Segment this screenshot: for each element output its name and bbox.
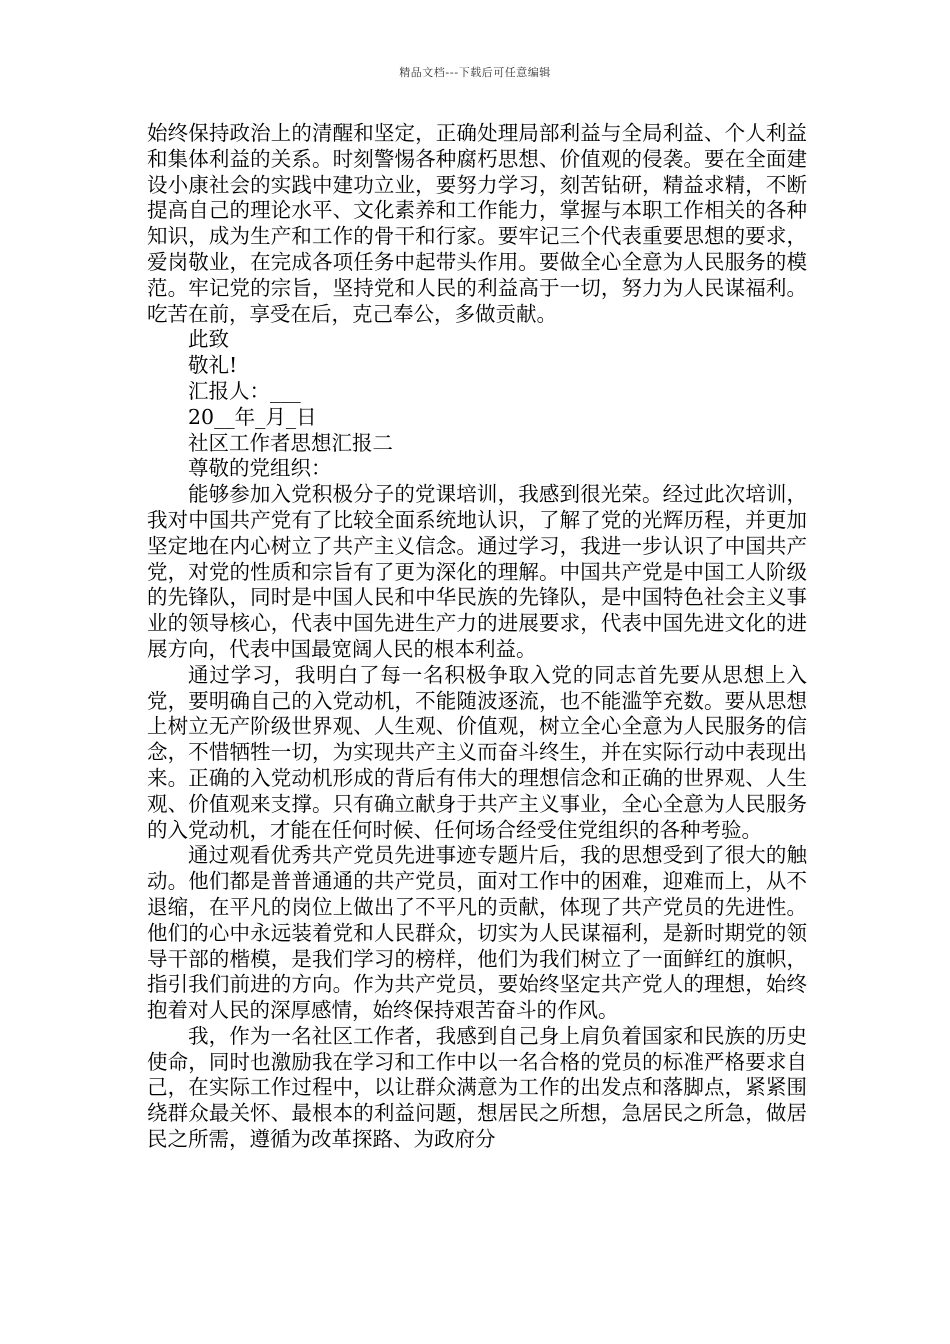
- closing-jingli: 敬礼!: [188, 353, 238, 378]
- paragraph-4: 我，作为一名社区工作者，我感到自己身上肩负着国家和民族的历史使命，同时也激励我在学习和工作中以一名合格的党员的标准严格要求自己，在实际工作过程中，以让群众满意为工作的出发点和落脚点，紧紧围绕群众最关怀、最根本的利益问题，想居民之所想，急居民之所急，做居民之所需，遵循为改革探路、为政府分: [147, 1023, 807, 1152]
- salutation: 尊敬的党组织：: [188, 456, 332, 481]
- date-line: 20__年_月_日: [188, 404, 317, 429]
- paragraph-continuation: 始终保持政治上的清醒和坚定，正确处理局部利益与全局利益、个人利益和集体利益的关系。时刻警惕各种腐朽思想、价值观的侵袭。要在全面建设小康社会的实践中建功立业，要努力学习，刻苦钻研，精益求精，不断提高自己的理论水平、文化素养和工作能力，掌握与本职工作相关的各种知识，成为生产和工作的骨干和行家。要牢记三个代表重要思想的要求，爱岗敬业，在完成各项任务中起带头作用。要做全心全意为人民服务的模范。牢记党的宗旨，坚持党和人民的利益高于一切，努力为人民谋福利。吃苦在前，享受在后，克己奉公，多做贡献。: [147, 121, 807, 326]
- document-body: [147, 121, 807, 1153]
- reporter-line: 汇报人：___: [188, 378, 301, 403]
- closing-cizhi: 此致: [188, 327, 229, 352]
- page-header: 精品文档---下载后可任意编辑: [399, 66, 551, 79]
- paragraph-2: 通过学习，我明白了每一名积极争取入党的同志首先要从思想上入党，要明确自己的入党动机，不能随波逐流，也不能滥竽充数。要从思想上树立无产阶级世界观、人生观、价值观，树立全心全意为人民服务的信念，不惜牺牲一切，为实现共产主义而奋斗终生，并在实际行动中表现出来。正确的入党动机形成的背后有伟大的理想信念和正确的世界观、人生观、价值观来支撑。只有确立献身于共产主义事业，全心全意为人民服务的入党动机，才能在任何时候、任何场合经受住党组织的各种考验。: [147, 662, 807, 842]
- paragraph-1: 能够参加入党积极分子的党课培训，我感到很光荣。经过此次培训，我对中国共产党有了比较全面系统地认识，了解了党的光辉历程，并更加坚定地在内心树立了共产主义信念。通过学习，我进一步认识了中国共产党，对党的性质和宗旨有了更为深化的理解。中国共产党是中国工人阶级的先锋队，同时是中国人民和中华民族的先锋队，是中国特色社会主义事业的领导核心，代表中国先进生产力的进展要求，代表中国先进文化的进展方向，代表中国最宽阔人民的根本利益。: [147, 482, 807, 661]
- section-title: 社区工作者思想汇报二: [188, 430, 393, 455]
- paragraph-3: 通过观看优秀共产党员先进事迹专题片后，我的思想受到了很大的触动。他们都是普普通通的共产党员，面对工作中的困难，迎难而上，从不退缩，在平凡的岗位上做出了不平凡的贡献，体现了共产党员的先进性。他们的心中永远装着党和人民群众，切实为人民谋福利，是新时期党的领导干部的楷模，是我们学习的榜样，他们为我们树立了一面鲜红的旗帜，指引我们前进的方向。作为共产党员，要始终坚定共产党人的理想，始终抱着对人民的深厚感情，始终保持艰苦奋斗的作风。: [147, 843, 807, 1023]
